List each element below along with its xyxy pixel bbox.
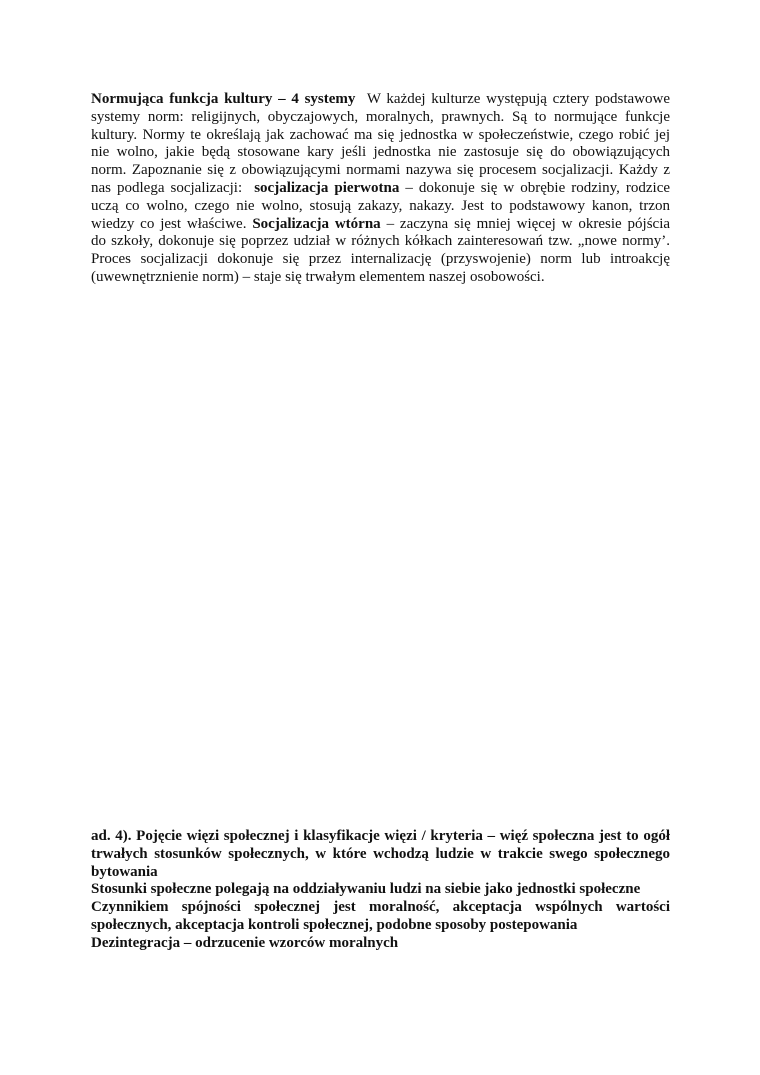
paragraph-normative-function — [91, 91, 670, 287]
section-heading: Normująca funkcja kultury – 4 systemy — [91, 91, 356, 107]
text-line: uczą co wolno, czego nie wolno, stosują zakazy, nakazy. Jest to podstawowy kanon, trzon — [91, 197, 670, 214]
term-secondary-socialization: Socjalizacja wtórna — [252, 215, 381, 232]
text-line: (uwewnętrznienie norm) – staje się trwałym elementem naszej osobowości. — [91, 268, 545, 285]
text-line: bytowania — [91, 863, 158, 880]
text-line: społecznych, akceptacja kontroli społecznej, podobne sposoby postepowania — [91, 916, 578, 933]
text-line: Proces socjalizacji dokonuje się przez internalizację (przyswojenie) norm lub introakcję — [91, 251, 670, 268]
text-line: wiedzy co jest właściwe. Socjalizacja wtórna – zaczyna się mniej więcej w okresie pójścia — [91, 215, 671, 232]
text-line: nie wolno, jakie będą stosowane kary jeśli jednostka nie zastosuje się do obowiązujących — [91, 144, 670, 161]
text-line: do szkoły, dokonuje się poprzez udział w różnych kółkach zainteresowań tzw. „nowe normy’. — [91, 233, 670, 250]
text-line: kultury. Normy te określają jak zachować ma się jednostka w społeczeństwie, czego robić jej — [91, 126, 670, 143]
text-line: Dezintegracja – odrzucenie wzorców moralnych — [91, 934, 399, 951]
term-primary-socialization: socjalizacja pierwotna — [254, 179, 400, 196]
text-line: Czynnikiem spójności społecznej jest moralność, akceptacja wspólnych wartości — [91, 899, 670, 916]
text-line: Stosunki społeczne polegają na oddziaływaniu ludzi na siebie jako jednostki społeczne — [91, 881, 641, 898]
text-line: nas podlega socjalizacji: socjalizacja pierwotna – dokonuje się w obrębie rodziny, rodzice — [91, 179, 671, 196]
text-line: norm. Zapoznanie się z obowiązującymi normami nazywa się procesem socjalizacji. Każdy z — [91, 162, 670, 179]
text-line: trwałych stosunków społecznych, w które wchodzą ludzie w trakcie swego społecznego — [91, 845, 670, 862]
text-line: Normująca funkcja kultury – 4 systemy W każdej kulturze występują cztery podstawowe — [91, 91, 671, 107]
text-line: systemy norm: religijnych, obyczajowych, moralnych, prawnych. Są to normujące funkcje — [91, 108, 670, 125]
paragraph-social-bond — [91, 828, 670, 953]
text-line: ad. 4). Pojęcie więzi społecznej i klasyfikacje więzi / kryteria – więź społeczna jest to ogół — [91, 828, 670, 844]
